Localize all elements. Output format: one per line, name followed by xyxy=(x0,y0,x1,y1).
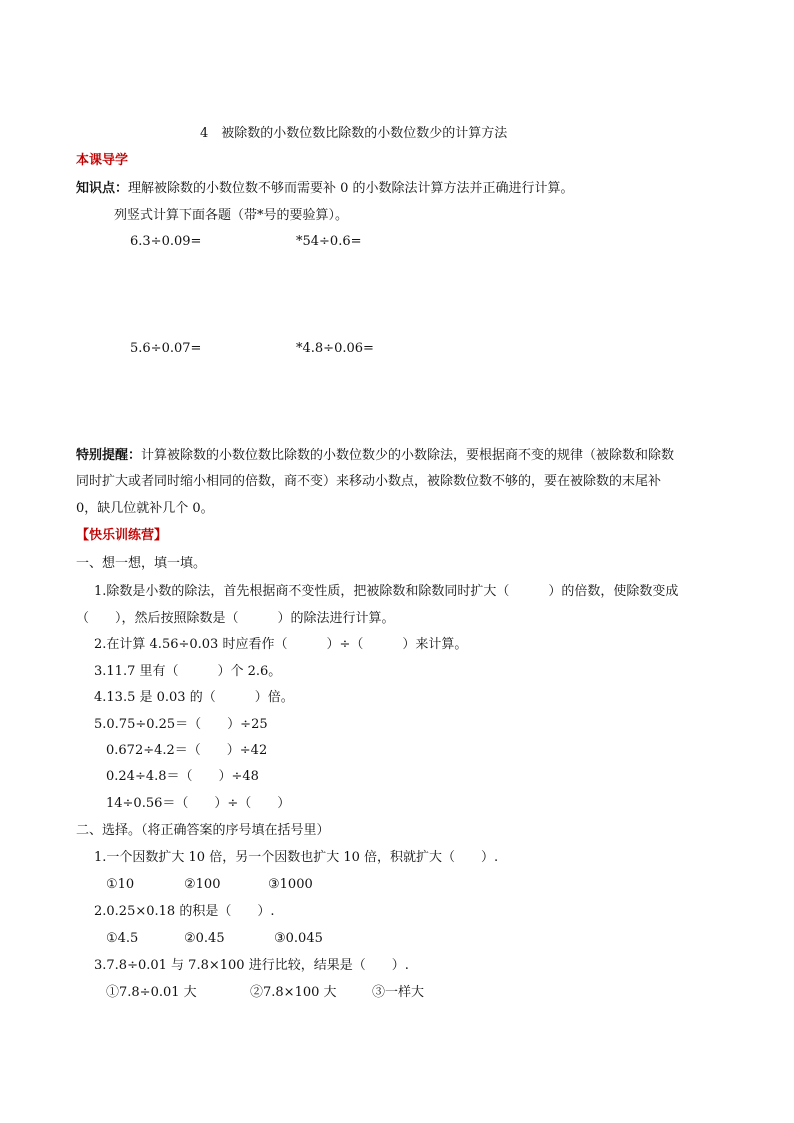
option: ②0.45 xyxy=(184,931,225,946)
camp-heading: 【快乐训练营】 xyxy=(76,528,168,543)
choice-question: 2.0.25×0.18 的积是（ ）. xyxy=(94,904,275,919)
reminder-line: 同时扩大或者同时缩小相同的倍数，商不变）来移动小数点，被除数位数不够的，要在被除数的末尾补 xyxy=(76,474,662,489)
option: ③一样大 xyxy=(372,985,425,1000)
option: ③1000 xyxy=(268,877,313,892)
fill-blank-line: 3.11.7 里有（ ）个 2.6。 xyxy=(94,664,282,679)
calc-item: *54÷0.6= xyxy=(296,234,362,249)
calc-item: 6.3÷0.09= xyxy=(130,234,202,249)
fill-blank-line: 1.除数是小数的除法，首先根据商不变性质，把被除数和除数同时扩大（ ）的倍数，使除数变成 xyxy=(94,584,679,599)
fill-blank-line: 2.在计算 4.56÷0.03 时应看作（ ）÷（ ）来计算。 xyxy=(94,637,468,652)
fill-blank-line: 14÷0.56＝（ ）÷（ ） xyxy=(106,796,291,811)
option: ①4.5 xyxy=(106,931,139,946)
knowledge-label: 知识点： xyxy=(76,181,129,196)
option: ②100 xyxy=(184,877,221,892)
section1-heading: 一、想一想，填一填。 xyxy=(76,556,207,571)
choice-options xyxy=(106,930,323,948)
reminder-line xyxy=(76,447,674,465)
fill-blank-line: 4.13.5 是 0.03 的（ ）倍。 xyxy=(94,690,294,705)
calc-item: *4.8÷0.06= xyxy=(296,341,374,356)
choice-options xyxy=(106,876,313,894)
option: ③0.045 xyxy=(274,931,323,946)
reminder-label: 特别提醒： xyxy=(76,448,142,463)
knowledge-point xyxy=(76,180,574,198)
guide-heading: 本课导学 xyxy=(76,153,129,168)
fill-blank-line: 5.0.75÷0.25＝（ ）÷25 xyxy=(94,717,268,732)
option: ②7.8×100 大 xyxy=(250,985,337,1000)
fill-blank-line: 0.24÷4.8＝（ ）÷48 xyxy=(106,769,259,784)
exercise-instruction: 列竖式计算下面各题（带*号的要验算）。 xyxy=(114,208,349,223)
reminder-text: 计算被除数的小数位数比除数的小数位数少的小数除法，要根据商不变的规律（被除数和除数 xyxy=(141,448,675,463)
fill-blank-line: 0.672÷4.2＝（ ）÷42 xyxy=(106,743,268,758)
choice-question: 3.7.8÷0.01 与 7.8×100 进行比较，结果是（ ）. xyxy=(94,958,409,973)
knowledge-text: 理解被除数的小数位数不够而需要补 0 的小数除法计算方法并正确进行计算。 xyxy=(128,181,574,196)
reminder-line: 0，缺几位就补几个 0。 xyxy=(76,501,214,516)
section2-heading: 二、选择。（将正确答案的序号填在括号里） xyxy=(76,823,330,838)
fill-blank-line: （ ），然后按照除数是（ ）的除法进行计算。 xyxy=(76,611,395,626)
calc-item: 5.6÷0.07= xyxy=(130,341,202,356)
choice-question: 1.一个因数扩大 10 倍，另一个因数也扩大 10 倍，积就扩大（ ）. xyxy=(94,850,499,865)
option: ①10 xyxy=(106,877,135,892)
page-title: 4 被除数的小数位数比除数的小数位数少的计算方法 xyxy=(200,126,508,141)
choice-options xyxy=(106,984,424,1002)
option: ①7.8÷0.01 大 xyxy=(106,985,197,1000)
